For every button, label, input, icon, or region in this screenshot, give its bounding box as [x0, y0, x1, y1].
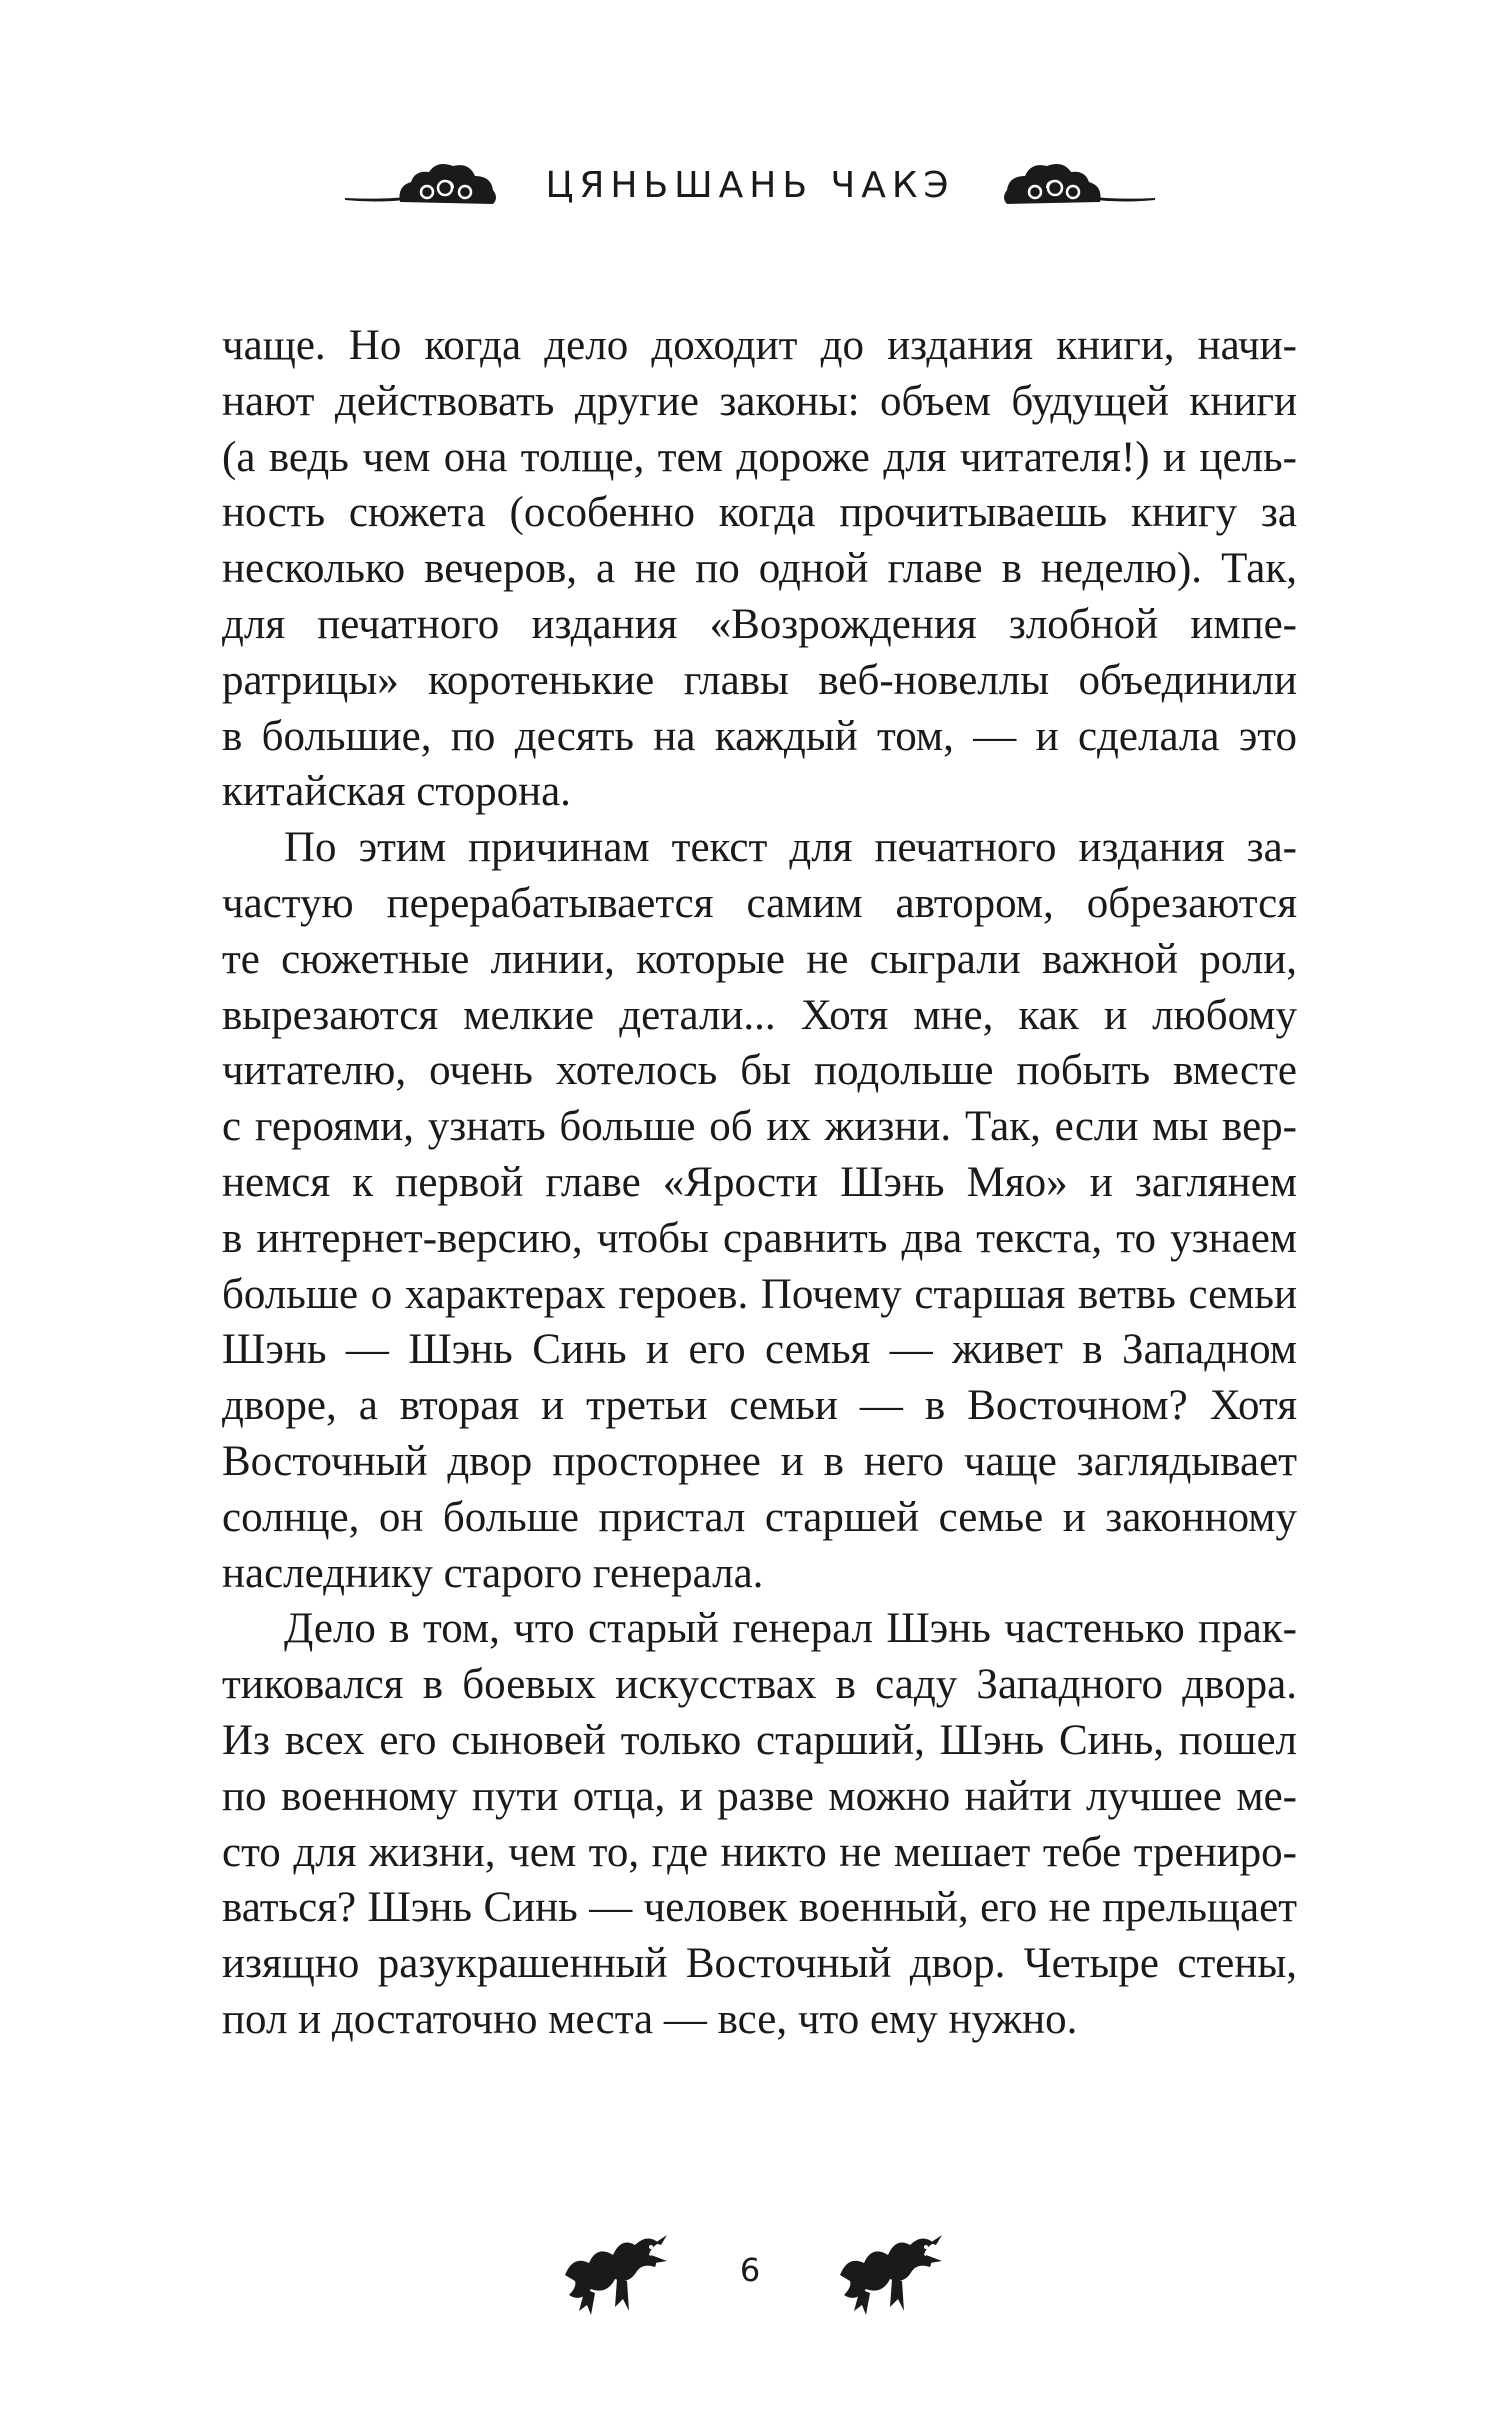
text-line: ратрицы» коротенькие главы веб-новеллы объединили: [222, 656, 1297, 704]
text-line: нают действовать другие законы: объем будущей книги: [222, 377, 1297, 425]
text-line: тиковался в боевых искусствах в саду Западного двора.: [222, 1661, 1297, 1709]
book-author-header: ЦЯНЬШАНЬ ЧАКЭ: [545, 164, 955, 206]
dragon-icon: [830, 2215, 945, 2325]
text-line: Восточный двор просторнее и в него чаще заглядывает: [222, 1437, 1297, 1485]
cloud-ornament-icon: [345, 150, 505, 220]
text-line: читателю, очень хотелось бы подольше побыть вместе: [222, 1047, 1297, 1095]
text-line: немся к первой главе «Ярости Шэнь Мяо» и заглянем: [222, 1158, 1297, 1206]
text-line: китайская сторона.: [222, 768, 571, 816]
text-line: чаще. Но когда дело доходит до издания книги, начи-: [222, 322, 1297, 369]
text-line: пол и достаточно места — все, что ему нужно.: [222, 1995, 1078, 2043]
page-footer: [0, 2215, 1500, 2325]
text-line: частую перерабатывается самим автором, обрезаются: [222, 879, 1297, 927]
text-line: ность сюжета (особенно когда прочитываешь книгу за: [222, 489, 1297, 537]
text-line: По этим причинам текст для печатного издания за-: [284, 824, 1297, 872]
text-line: дворе, а вторая и третьи семьи — в Восточном? Хотя: [222, 1382, 1297, 1430]
text-line: Из всех его сыновей только старший, Шэнь Синь, пошел: [222, 1716, 1297, 1764]
body-text: [222, 318, 1297, 2048]
cloud-ornament-icon: [995, 150, 1155, 220]
text-line: больше о характерах героев. Почему старшая ветвь семьи: [222, 1270, 1297, 1318]
text-line: в большие, по десять на каждый том, — и сделала это: [222, 712, 1297, 760]
text-line: Дело в том, что старый генерал Шэнь частенько прак-: [284, 1605, 1297, 1653]
text-line: для печатного издания «Возрождения злобной импе-: [222, 600, 1297, 648]
text-line: несколько вечеров, а не по одной главе в неделю). Так,: [222, 545, 1297, 593]
text-line: ваться? Шэнь Синь — человек военный, его не прельщает: [222, 1884, 1297, 1932]
text-line: наследнику старого генерала.: [222, 1549, 764, 1597]
text-line: (а ведь чем она толще, тем дороже для читателя!) и цель-: [222, 433, 1297, 481]
text-line: Шэнь — Шэнь Синь и его семья — живет в Западном: [222, 1326, 1297, 1374]
text-line: в интернет-версию, чтобы сравнить два текста, то узнаем: [222, 1214, 1297, 1262]
page-number: 6: [739, 2251, 761, 2289]
running-header: [0, 150, 1500, 220]
text-line: вырезаются мелкие детали... Хотя мне, как и любому: [222, 991, 1297, 1039]
text-line: изящно разукрашенный Восточный двор. Четыре стены,: [222, 1940, 1297, 1988]
text-line: с героями, узнать больше об их жизни. Так, если мы вер-: [222, 1103, 1297, 1151]
text-line: по военному пути отца, и разве можно найти лучшее ме-: [222, 1772, 1297, 1820]
text-line: солнце, он больше пристал старшей семье и законному: [222, 1493, 1297, 1541]
dragon-icon: [555, 2215, 670, 2325]
text-line: те сюжетные линии, которые не сыграли важной роли,: [222, 935, 1297, 983]
text-line: сто для жизни, чем то, где никто не мешает тебе трениро-: [222, 1828, 1297, 1876]
